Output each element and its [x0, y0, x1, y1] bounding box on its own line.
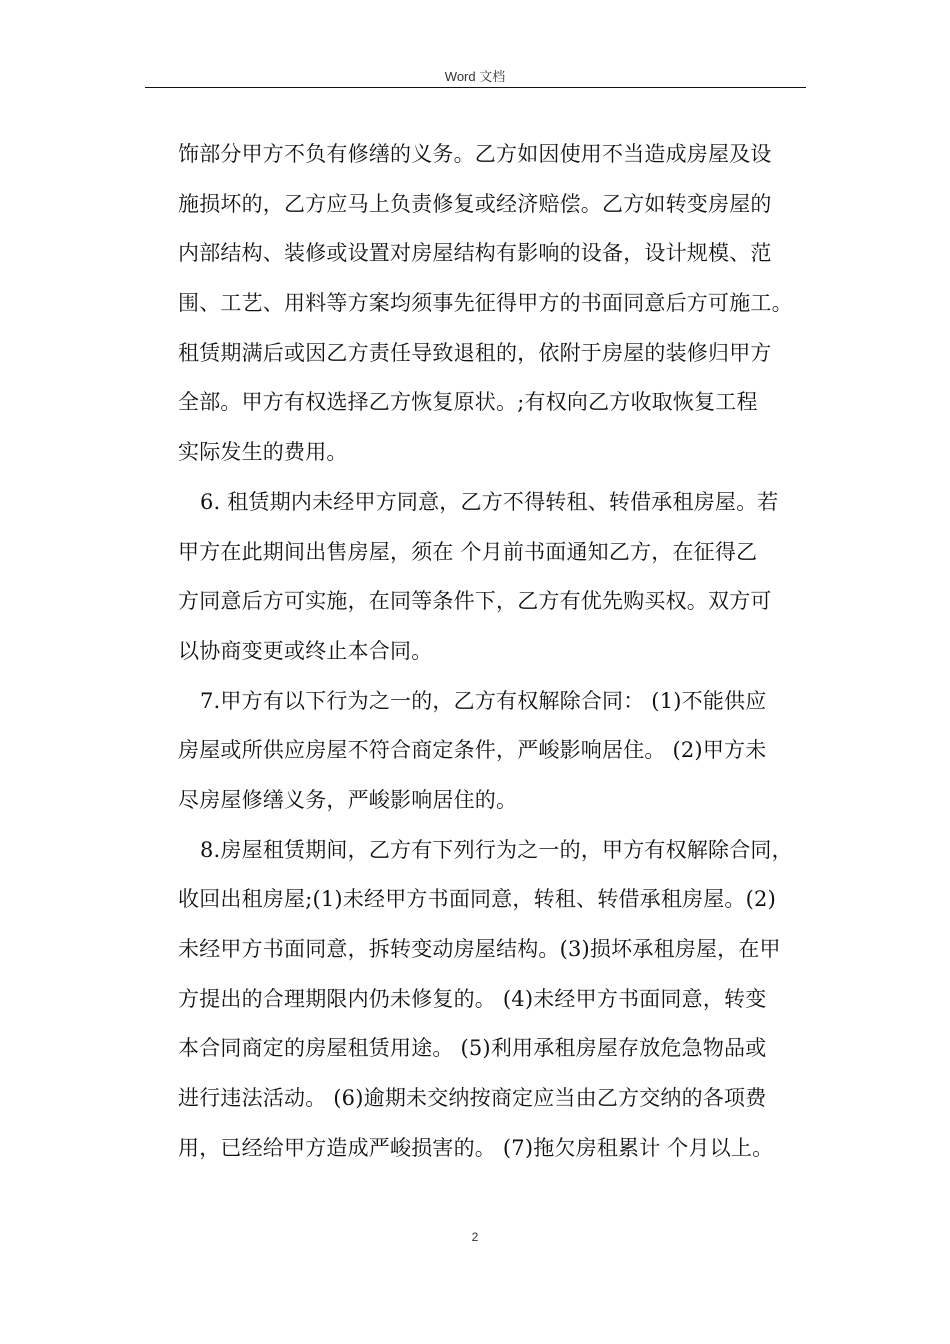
document-header: Word 文档 [444, 69, 506, 84]
body-line: 未经甲方书面同意，拆转变动房屋结构。(3)损坏承租房屋，在甲 [178, 937, 781, 961]
body-line: 甲方在此期间出售房屋，须在 个月前书面通知乙方，在征得乙 [178, 539, 758, 564]
body-line: 用，已经给甲方造成严峻损害的。 (7)拖欠房租累计 个月以上。 [178, 1135, 774, 1160]
body-line: 内部结构、装修或设置对房屋结构有影响的设备，设计规模、范 [178, 241, 772, 266]
body-line: 施损坏的，乙方应马上负责修复或经济赔偿。乙方如转变房屋的 [178, 191, 772, 216]
body-line: 进行违法活动。 (6)逾期未交纳按商定应当由乙方交纳的各项费 [178, 1086, 767, 1111]
document-body [178, 130, 828, 1173]
body-line: 饰部分甲方不负有修缮的义务。乙方如因使用不当造成房屋及设 [178, 142, 772, 166]
body-line: 围、工艺、用料等方案均须事先征得甲方的书面同意后方可施工。 [178, 291, 793, 316]
body-line: 房屋或所供应房屋不符合商定条件，严峻影响居住。 (2)甲方未 [178, 738, 767, 763]
page-number: 2 [471, 1230, 479, 1244]
clause-7-start: 7.甲方有以下行为之一的，乙方有权解除合同： (1)不能供应 [200, 688, 767, 713]
clause-8-start: 8.房屋租赁期间，乙方有下列行为之一的，甲方有权解除合同， [200, 837, 793, 862]
clause-6-start: 6. 租赁期内未经甲方同意，乙方不得转租、转借承租房屋。若 [200, 489, 779, 514]
body-line: 租赁期满后或因乙方责任导致退租的，依附于房屋的装修归甲方 [178, 340, 772, 365]
body-line: 实际发生的费用。 [178, 440, 348, 465]
body-line: 方提出的合理期限内仍未修复的。 (4)未经甲方书面同意，转变 [178, 986, 767, 1011]
body-line: 收回出租房屋;(1)未经甲方书面同意，转租、转借承租房屋。(2) [178, 887, 776, 912]
body-line: 尽房屋修缮义务，严峻影响居住的。 [178, 787, 518, 812]
header-divider [145, 87, 806, 88]
body-line: 本合同商定的房屋租赁用途。 (5)利用承租房屋存放危急物品或 [178, 1036, 767, 1061]
body-line: 以协商变更或终止本合同。 [178, 638, 433, 663]
body-line: 方同意后方可实施，在同等条件下，乙方有优先购买权。双方可 [178, 589, 772, 614]
body-line: 全部。甲方有权选择乙方恢复原状。;有权向乙方收取恢复工程 [178, 390, 758, 415]
